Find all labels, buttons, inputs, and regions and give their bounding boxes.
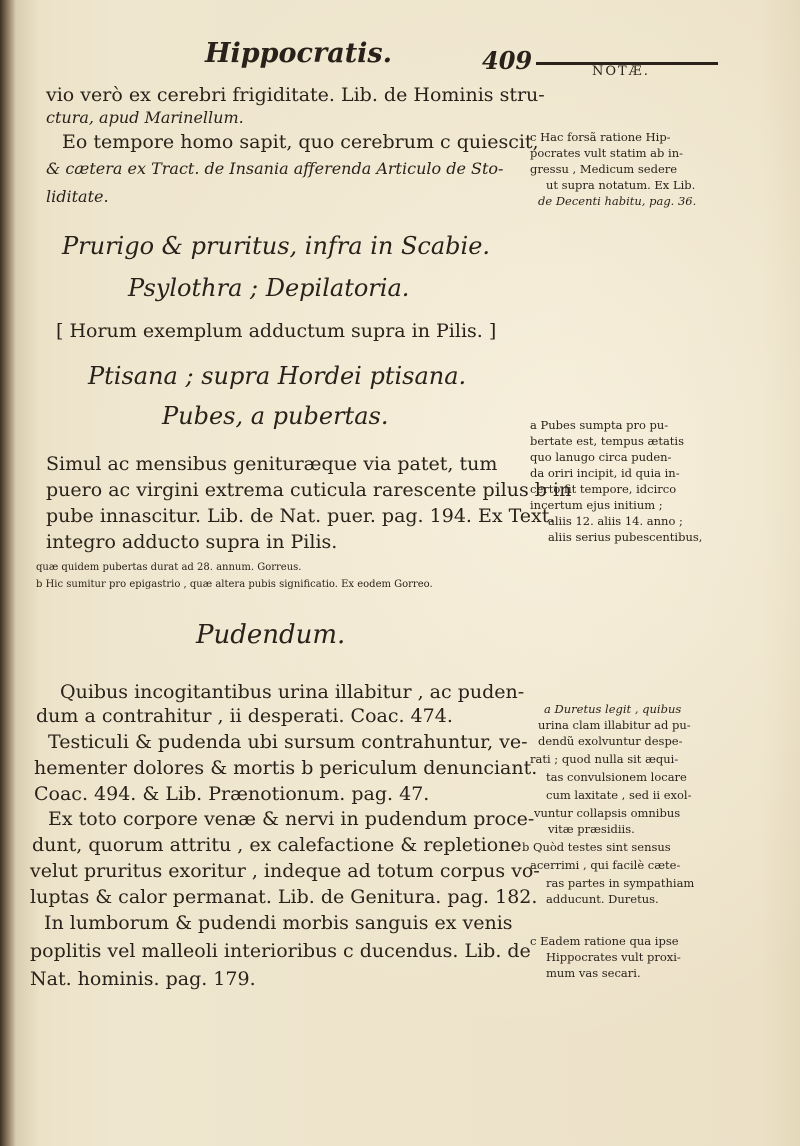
entry-psylothra: Psylothra ; Depilatoria.: [128, 274, 410, 302]
note-line: b Quòd testes sint sensus: [522, 840, 671, 854]
text-line: Testiculi & pudenda ubi sursum contrahuntur, ve-: [48, 731, 528, 753]
notes-label: NOTÆ.: [592, 64, 650, 79]
note-line: ut supra notatum. Ex Lib.: [546, 178, 696, 192]
note-line: cum laxitate , sed ii exol-: [546, 788, 692, 802]
note-line: dendũ exolvuntur despe-: [538, 734, 683, 748]
note-line: incertum ejus initium ;: [530, 498, 663, 512]
heading-pudendum: Pudendum.: [196, 620, 346, 650]
note-line: adducunt. Duretus.: [546, 892, 659, 906]
text-line: Ex toto corpore venæ & nervi in pudendum proce-: [48, 808, 535, 830]
heading-pubes: Pubes, a pubertas.: [162, 402, 389, 430]
text-line: puero ac virgini extrema cuticula rarescente pilus b in: [46, 479, 572, 501]
note-line: urina clam illabitur ad pu-: [538, 718, 691, 732]
page-number: 409: [482, 46, 533, 75]
text-line: velut pruritus exoritur , indeque ad totum corpus vo-: [30, 860, 540, 882]
note-line: pocrates vult statim ab in-: [530, 146, 684, 160]
text-line: vio verò ex cerebri frigiditate. Lib. de Hominis stru-: [46, 84, 545, 106]
text-line: Quibus incogitantibus urina illabitur , ac puden-: [60, 681, 525, 703]
note-line: aliis serius pubescentibus,: [548, 530, 703, 544]
text-line: In lumborum & pudendi morbis sanguis ex venis: [44, 912, 513, 934]
note-line: c Eadem ratione qua ipse: [530, 934, 679, 948]
note-line: da oriri incipit, id quia in-: [530, 466, 680, 480]
footnote-line: b Hic sumitur pro epigastrio , quæ altera pubis significatio. Ex eodem Gorreo.: [36, 579, 433, 590]
entry-prurigo: Prurigo & pruritus, infra in Scabie.: [62, 232, 491, 260]
note-line: ras partes in sympathiam: [546, 876, 695, 890]
text-line: & cætera ex Tract. de Insania afferenda Articulo de Sto-: [46, 159, 504, 178]
note-line: mum vas secari.: [546, 966, 641, 980]
note-line: Hippocrates vult proxi-: [546, 950, 681, 964]
text-line: pube innascitur. Lib. de Nat. puer. pag. 194. Ex Text.: [46, 505, 556, 527]
note-line: de Decenti habitu, pag. 36.: [538, 194, 697, 208]
text-line: poplitis vel malleoli interioribus c ducendus. Lib. de: [30, 940, 531, 962]
text-line: integro adducto supra in Pilis.: [46, 531, 338, 553]
note-line: bertate est, tempus ætatis: [530, 434, 685, 448]
text-line: dum a contrahitur , ii desperati. Coac. 474.: [36, 705, 453, 727]
running-title: Hippocratis.: [205, 38, 393, 69]
text-line: luptas & calor permanat. Lib. de Genitura. pag. 182.: [30, 886, 538, 908]
note-line: a Duretus legit , quibus: [544, 702, 682, 716]
note-line: acerrimi , qui facilè cæte-: [530, 858, 681, 872]
entry-ptisana: Ptisana ; supra Hordei ptisana.: [88, 362, 467, 390]
text-line: Nat. hominis. pag. 179.: [30, 968, 256, 990]
text-line: Simul ac mensibus genituræque via patet, tum: [46, 453, 498, 475]
text-line: hementer dolores & mortis b periculum denunciant.: [34, 757, 538, 779]
note-line: quo lanugo circa puden-: [530, 450, 672, 464]
note-line: certo fit tempore, idcirco: [530, 482, 677, 496]
note-line: a Pubes sumpta pro pu-: [530, 418, 669, 432]
note-line: vuntur collapsis omnibus: [534, 806, 681, 820]
note-line: tas convulsionem locare: [546, 770, 687, 784]
note-line: vitæ præsidiis.: [548, 822, 635, 836]
text-line: dunt, quorum attritu , ex calefactione & repletione: [32, 834, 522, 856]
text-line: Eo tempore homo sapit, quo cerebrum c quiescit,: [62, 131, 539, 153]
text-line: ctura, apud Marinellum.: [46, 108, 244, 127]
note-line: aliis 12. aliis 14. anno ;: [548, 514, 683, 528]
text-line: Coac. 494. & Lib. Prænotionum. pag. 47.: [34, 783, 430, 805]
entry-horum: [ Horum exemplum adductum supra in Pilis. ]: [56, 320, 497, 342]
note-line: rati ; quod nulla sit æqui-: [530, 752, 679, 766]
note-line: gressu , Medicum sedere: [530, 162, 678, 176]
footnote-line: quæ quidem pubertas durat ad 28. annum. Gorreus.: [36, 562, 302, 573]
note-line: c Hac forsã ratione Hip-: [530, 130, 671, 144]
text-line: liditate.: [46, 187, 109, 206]
